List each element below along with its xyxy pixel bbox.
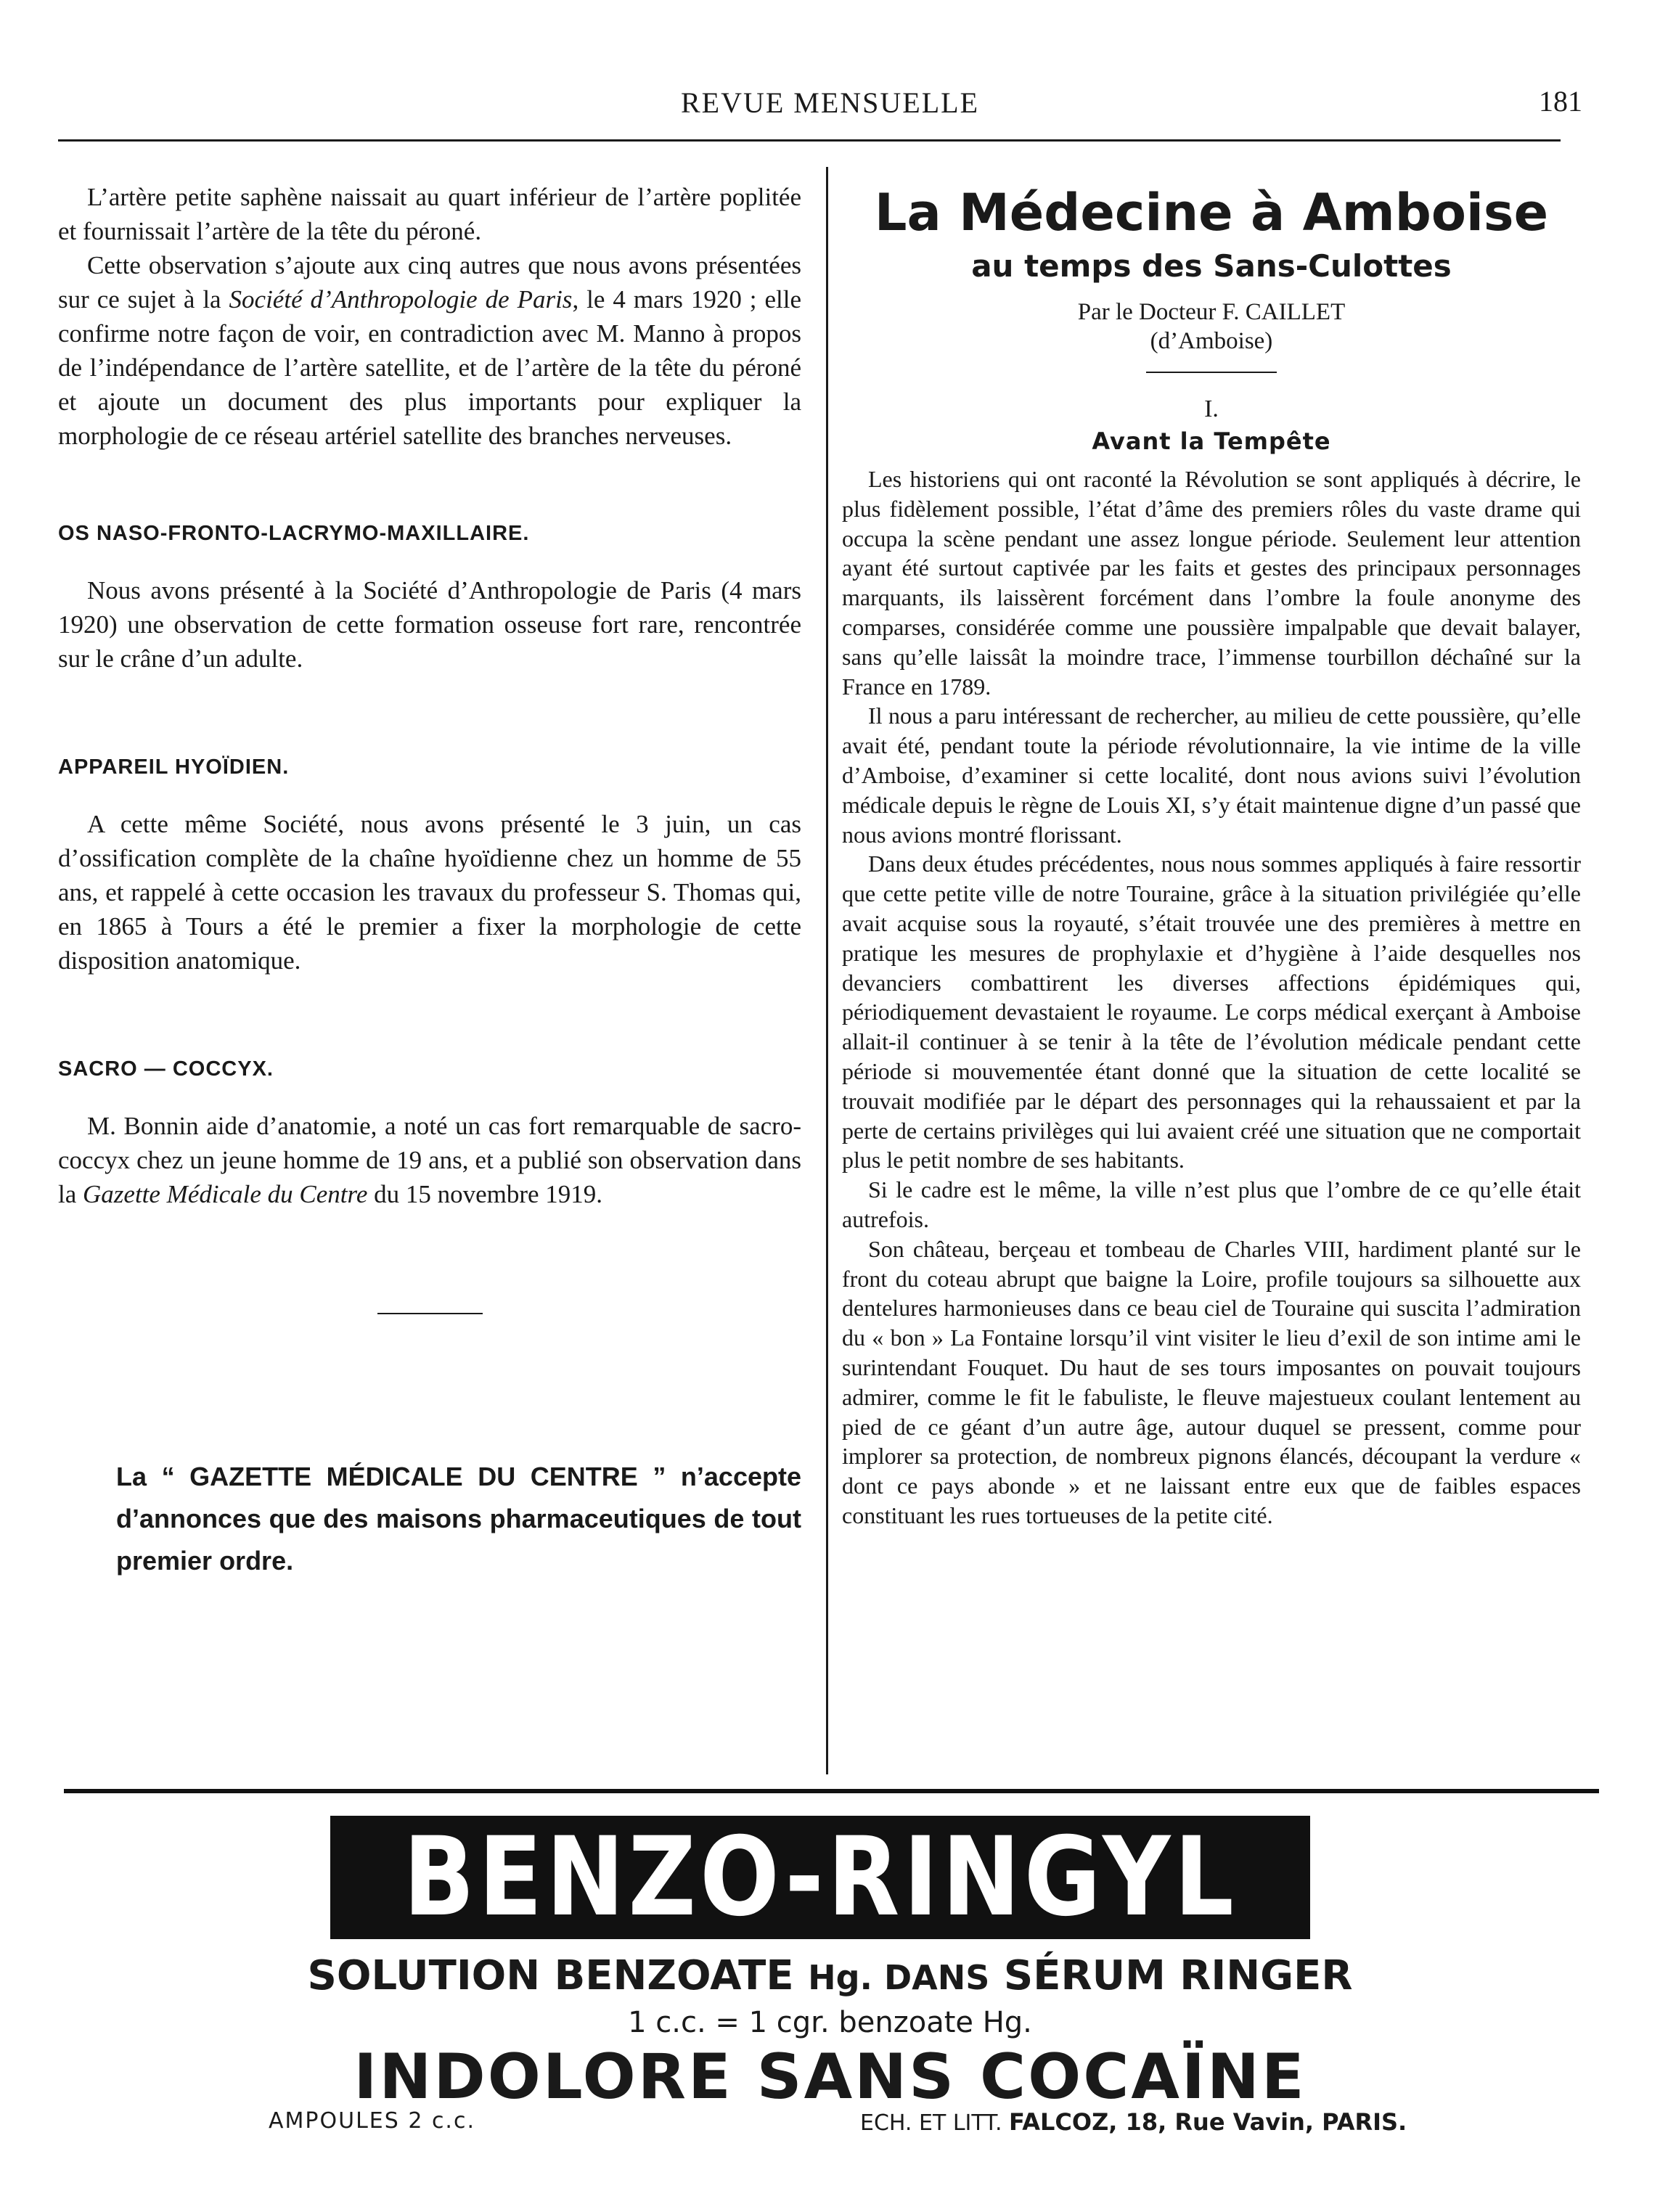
advertisement-banner	[330, 1816, 1310, 1939]
advertisement-line-1-a: SOLUTION BENZOATE	[307, 1952, 809, 1999]
left-paragraph-5-text-a: M. Bonnin aide d’anatomie, a noté un cas fort remarquable de sacro-coccyx chez un jeune homme de 19 ans, et a publié son observation dans la	[58, 1112, 801, 1208]
left-paragraph-5-italic: Gazette Médicale du Centre	[83, 1180, 368, 1208]
header-rule	[58, 139, 1561, 142]
running-header-title: REVUE MENSUELLE	[680, 86, 980, 119]
left-paragraph-3: Nous avons présenté à la Société d’Anthropologie de Paris (4 mars 1920) une observation de cette formation osseuse fort rare, rencontrée sur le crâne d’un adulte.	[58, 576, 801, 673]
part-number: I.	[1204, 396, 1219, 422]
advertisement-rule	[64, 1789, 1599, 1793]
advertisement-line-1-c: SÉRUM RINGER	[989, 1952, 1353, 1999]
section-heading-appareil-hyoidien: APPAREIL HYOÏDIEN.	[58, 755, 290, 779]
advertisement-brand: BENZO-RINGYL	[403, 1814, 1238, 1941]
column-divider	[826, 167, 828, 1774]
right-paragraph-1: Les historiens qui ont raconté la Révolution se sont appliqués à décrire, le plus fidèlement possible, l’état d’âme des premiers rôles du vaste drame qui occupa la scène pendant une assez longue période. Seulement leur attention ayant été surtout captivée par les faits et gestes des principaux personnages marquants, ils laissèrent forcément dans l’ombre la foule anonyme des comparses, considérée comme une poussière impalpable que devait balayer, sans qu’elle laissât la moindre trace, l’immense tourbillon déchaîné sur la France en 1789.	[842, 466, 1581, 700]
right-paragraph-4: Si le cadre est le même, la ville n’est plus que l’ombre de ce qu’elle était autrefois.	[842, 1176, 1581, 1232]
article-subtitle: au temps des Sans-Culottes	[971, 248, 1452, 284]
left-paragraph-2-italic: Société d’Anthropologie de Paris	[229, 285, 573, 314]
right-paragraph-2: Il nous a paru intéressant de rechercher, au milieu de cette poussière, qu’elle avait été, pendant toute la période révolutionnaire, la vie intime de la ville d’Amboise, d’examiner si cette localité, dont nous avions suivi l’évolution médicale depuis le règne de Louis XI, s’y était maintenue digne d’un passé que nous avions montré florissant.	[842, 702, 1581, 848]
part-title: Avant la Tempête	[1092, 427, 1331, 455]
advertisement-line-1	[0, 1952, 1660, 1999]
left-paragraph-2-text-b: , le 4 mars 1920 ; elle confirme notre façon de voir, en contradiction avec M. Manno à propos de l’indépendance de l’artère satellite, et de l’artère de la tête du péroné et ajoute un document des plus importants pour expliquer la morphologie de ce réseau artériel satellite des branches nerveuses.	[58, 285, 801, 450]
section-heading-sacro-coccyx: SACRO — COCCYX.	[58, 1057, 274, 1081]
left-paragraph-4: A cette même Société, nous avons présenté le 3 juin, un cas d’ossification complète de la chaîne hyoïdienne chez un homme de 55 ans, et rappelé à cette occasion les travaux du professeur S. Thomas qui, en 1865 à Tours a été le premier a fixer la morphologie de cette disposition anatomique.	[58, 810, 801, 975]
advertisement-line-1-b: Hg. DANS	[808, 1958, 990, 1997]
advertisement-footer-right-b: FALCOZ, 18, Rue Vavin, PARIS.	[1009, 2108, 1407, 2136]
advertisement-footer-right	[860, 2108, 1407, 2136]
right-column	[842, 180, 1581, 1531]
page-number: 181	[1539, 85, 1582, 118]
section-heading-os-naso: OS NASO-FRONTO-LACRYMO-MAXILLAIRE.	[58, 522, 530, 545]
right-paragraph-5: Son château, berçeau et tombeau de Charles VIII, hardiment planté sur le front du coteau abrupt que baigne la Loire, profile toujours sa silhouette aux dentelures harmonieuses dans ce beau ciel de Touraine qui suscita l’admiration du « bon » La Fontaine lorsqu’il vint visiter le lieu d’exil de son intime ami le surintendant Fouquet. Du haut de ses tours imposantes on pouvait toujours admirer, comme le fit le fabuliste, le fleuve majestueux coulant lentement au pied de ce géant d’un autre âge, autour duquel se pressent, comme pour implorer sa protection, de nombreux pignons élancés, découpant la verdure « dont ce pays abonde » et ne laissant entre eux que de faibles espaces constituant les rues tortueuses de la petite cité.	[842, 1235, 1581, 1528]
article-title: La Médecine à Amboise	[874, 183, 1549, 242]
left-column	[58, 180, 801, 1582]
advertisement-line-2: 1 c.c. = 1 cgr. benzoate Hg.	[628, 2006, 1032, 2039]
advertising-notice: La “ GAZETTE MÉDICALE DU CENTRE ” n’accepte d’annonces que des maisons pharmaceutiques de tout premier ordre.	[116, 1462, 801, 1576]
advertisement-footer-left: AMPOULES 2 c.c.	[269, 2108, 475, 2134]
advertisement-footer-right-a: ECH. ET LITT.	[860, 2110, 1010, 2136]
left-paragraph-2-text-a: Cette observation s’ajoute aux cinq autres que nous avons présentées sur ce sujet à la	[58, 251, 801, 314]
left-paragraph-2	[58, 248, 801, 453]
left-paragraph-5	[58, 1109, 801, 1211]
article-byline: Par le Docteur F. CAILLET	[1077, 299, 1346, 325]
left-paragraph-1: L’artère petite saphène naissait au quart inférieur de l’artère poplitée et fournissait l’artère de la tête du péroné.	[58, 183, 801, 245]
left-paragraph-5-text-b: du 15 novembre 1919.	[367, 1180, 603, 1208]
article-byline-place: (d’Amboise)	[1150, 328, 1273, 354]
advertisement-line-3: INDOLORE SANS COCAÏNE	[353, 2041, 1307, 2113]
right-paragraph-3: Dans deux études précédentes, nous nous sommes appliqués à faire ressortir que cette petite ville de notre Touraine, grâce à la situation privilégiée qu’elle avait acquise sous la royauté, s’était trouvée une des premières à mettre en pratique les mesures de prophylaxie et d’hygiène à l’aide desquelles nos devanciers combattirent les diverses affections épidémiques qui, périodiquement devastaient le royaume. Le corps médical exerçant à Amboise allait-il continuer à se tenir à la tête de l’évolution médicale pendant cette période si mouvementée étant donné que la situation de cette localité se trouvait modifiée par le départ des personnages qui la rehaussaient et par la perte de certains privilèges qui lui avaient créé une situation que ne comportait plus le petit nombre de ses habitants.	[842, 851, 1581, 1173]
article-separator	[1146, 372, 1277, 373]
